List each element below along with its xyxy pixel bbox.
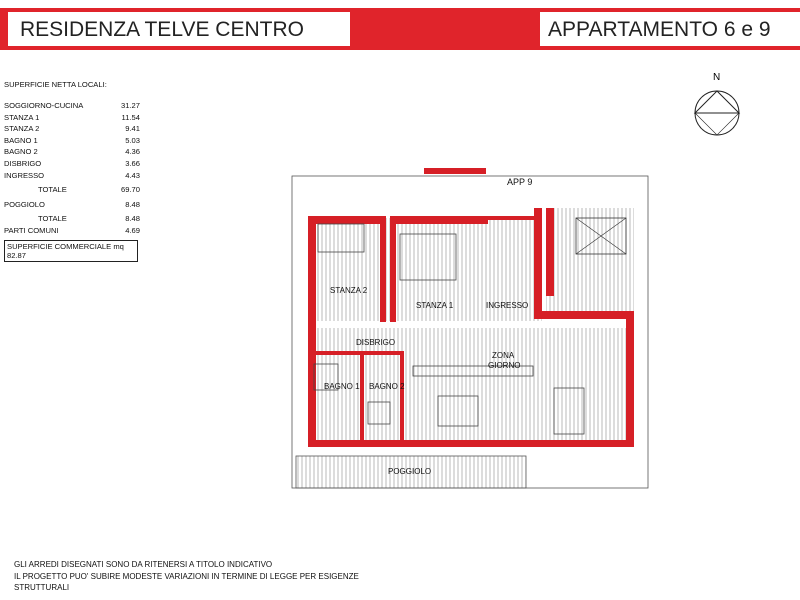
wall xyxy=(488,216,534,220)
north-label: N xyxy=(713,72,721,83)
area-row: BAGNO 1 5.03 xyxy=(4,135,140,145)
room-label: INGRESSO xyxy=(486,301,529,310)
area-row: INGRESSO 4.43 xyxy=(4,170,140,180)
wall xyxy=(424,168,486,174)
area-row: DISBRIGO 3.66 xyxy=(4,158,140,168)
area-table-heading: SUPERFICIE NETTA LOCALI: xyxy=(4,80,107,89)
wall xyxy=(390,216,396,322)
note-line: GLI ARREDI DISEGNATI SONO DA RITENERSI A TITOLO INDICATIVO xyxy=(14,560,273,569)
room-label: BAGNO 1 xyxy=(324,382,360,391)
stair-floor xyxy=(546,208,634,318)
wall xyxy=(308,216,380,224)
wall xyxy=(534,311,634,319)
area-row: BAGNO 2 4.36 xyxy=(4,147,140,157)
room-label: GIORNO xyxy=(488,361,521,370)
wall xyxy=(400,351,404,443)
commercial-area: SUPERFICIE COMMERCIALE mq 82.87 xyxy=(4,240,138,262)
area-total-row: TOTALE 69.70 xyxy=(38,185,140,195)
area-table xyxy=(4,80,144,262)
balcony-total-row: TOTALE 8.48 xyxy=(38,214,140,224)
floor-plan-drawing xyxy=(288,168,654,493)
wall xyxy=(308,216,316,319)
wall xyxy=(308,440,634,447)
area-row: SOGGIORNO-CUCINA 31.27 xyxy=(4,101,140,110)
area-row: STANZA 1 11.54 xyxy=(4,112,140,122)
wall xyxy=(316,351,400,355)
room-label: STANZA 2 xyxy=(330,286,368,295)
room-label: BAGNO 2 xyxy=(369,382,405,391)
room-label: DISBRIGO xyxy=(356,338,396,347)
wall xyxy=(390,216,488,224)
floor-plan xyxy=(288,168,654,493)
wall xyxy=(534,208,542,318)
wall xyxy=(360,351,364,443)
area-row: STANZA 2 9.41 xyxy=(4,124,140,134)
project-title: RESIDENZA TELVE CENTRO xyxy=(8,12,350,46)
north-arrow-icon xyxy=(693,72,743,142)
balcony-row: POGGIOLO 8.48 xyxy=(4,199,140,209)
wall xyxy=(308,319,316,447)
note-line: STRUTTURALI xyxy=(14,583,70,592)
wall xyxy=(626,319,634,447)
wall xyxy=(546,208,554,296)
app-label: APP 9 xyxy=(507,177,533,187)
wall xyxy=(380,216,386,322)
room-label: STANZA 1 xyxy=(416,301,454,310)
disclaimer-notes xyxy=(14,559,359,594)
common-parts-row: PARTI COMUNI 4.69 xyxy=(4,225,140,235)
room-label: ZONA xyxy=(492,351,515,360)
north-indicator xyxy=(693,72,743,142)
note-line: IL PROGETTO PUO' SUBIRE MODESTE VARIAZIONI IN TERMINE DI LEGGE PER ESIGENZE xyxy=(14,571,359,581)
room-label: POGGIOLO xyxy=(388,467,432,476)
apartment-title: APPARTAMENTO 6 e 9 xyxy=(540,12,800,46)
